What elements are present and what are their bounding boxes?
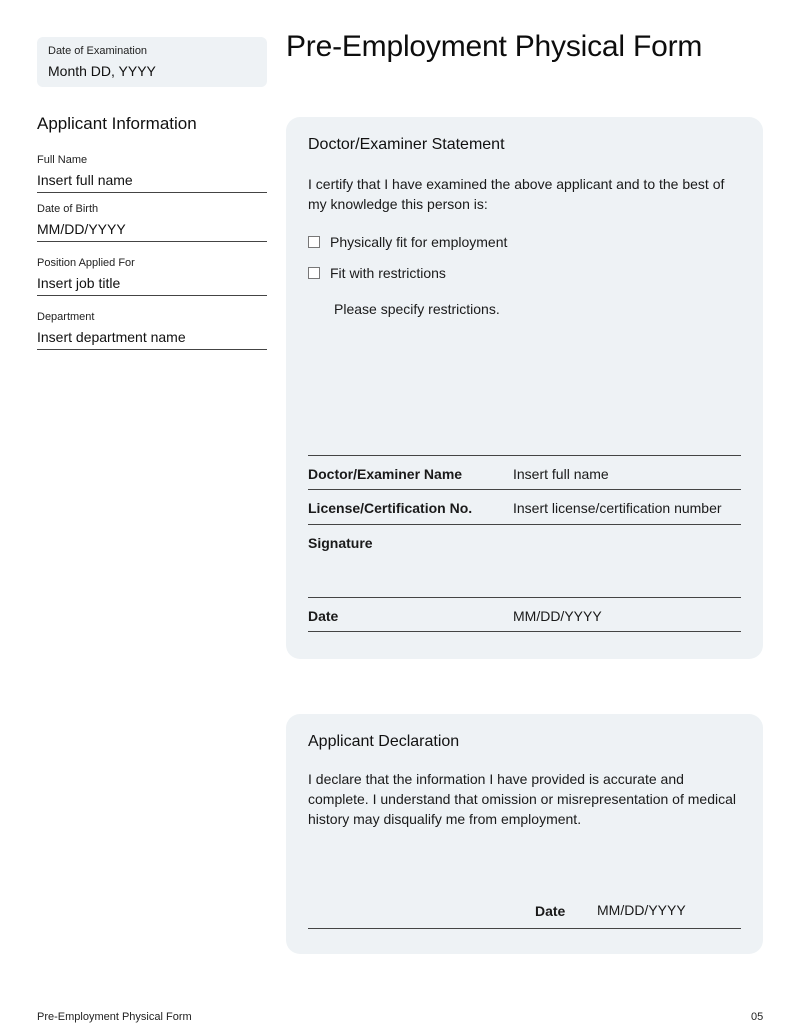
date-of-birth-field[interactable] bbox=[37, 203, 267, 242]
restrictions-input[interactable]: Please specify restrictions. bbox=[334, 301, 500, 317]
examiner-date-row[interactable] bbox=[308, 598, 741, 632]
department-field[interactable] bbox=[37, 306, 267, 350]
fit-option-label: Physically fit for employment bbox=[330, 234, 508, 250]
full-name-input[interactable]: Insert full name bbox=[37, 172, 133, 188]
declaration-text: I declare that the information I have provided is accurate and complete. I understand that omission or misrepresentation of medical history may disqualify me from employment. bbox=[308, 771, 736, 827]
exam-date-value[interactable]: Month DD, YYYY bbox=[48, 63, 156, 79]
restrictions-option-label: Fit with restrictions bbox=[330, 265, 446, 281]
doctor-statement-heading: Doctor/Examiner Statement bbox=[308, 136, 505, 153]
declaration-date-row[interactable] bbox=[308, 902, 741, 929]
position-label: Position Applied For bbox=[37, 257, 135, 269]
exam-date-box[interactable] bbox=[37, 37, 267, 87]
signature-label: Signature bbox=[308, 535, 373, 551]
restrictions-checkbox[interactable] bbox=[308, 267, 320, 279]
department-input[interactable]: Insert department name bbox=[37, 329, 186, 345]
position-input[interactable]: Insert job title bbox=[37, 275, 121, 291]
applicant-info-section bbox=[37, 114, 267, 360]
applicant-declaration-card bbox=[286, 714, 763, 954]
declaration-date-input[interactable]: MM/DD/YYYY bbox=[597, 902, 686, 918]
exam-date-label: Date of Examination bbox=[48, 45, 148, 57]
applicant-info-heading: Applicant Information bbox=[37, 114, 197, 133]
full-name-field[interactable] bbox=[37, 154, 267, 193]
date-of-birth-label: Date of Birth bbox=[37, 203, 99, 215]
license-input[interactable]: Insert license/certification number bbox=[513, 500, 722, 516]
department-label: Department bbox=[37, 311, 95, 323]
doctor-statement-text: I certify that I have examined the above applicant and to the best of my knowledge this person is: bbox=[308, 176, 725, 212]
position-field[interactable] bbox=[37, 252, 267, 296]
page-number: 05 bbox=[751, 1011, 764, 1023]
footer-title: Pre-Employment Physical Form bbox=[37, 1011, 192, 1023]
doctor-statement-card bbox=[286, 117, 763, 659]
examiner-name-label: Doctor/Examiner Name bbox=[308, 466, 463, 482]
restrictions-option[interactable] bbox=[308, 265, 741, 281]
license-label: License/Certification No. bbox=[308, 500, 473, 516]
page-title: Pre-Employment Physical Form bbox=[286, 30, 703, 63]
declaration-date-label: Date bbox=[535, 903, 566, 919]
examiner-details-table bbox=[308, 455, 741, 632]
fit-option[interactable] bbox=[308, 234, 741, 250]
examiner-date-input[interactable]: MM/DD/YYYY bbox=[513, 608, 602, 624]
examiner-name-row[interactable] bbox=[308, 455, 741, 490]
full-name-label: Full Name bbox=[37, 154, 88, 166]
examiner-date-label: Date bbox=[308, 608, 339, 624]
examiner-name-input[interactable]: Insert full name bbox=[513, 466, 609, 482]
fit-checkbox[interactable] bbox=[308, 236, 320, 248]
declaration-heading: Applicant Declaration bbox=[308, 733, 460, 750]
date-of-birth-input[interactable]: MM/DD/YYYY bbox=[37, 221, 126, 237]
license-row[interactable] bbox=[308, 490, 741, 525]
signature-row[interactable] bbox=[308, 525, 741, 598]
